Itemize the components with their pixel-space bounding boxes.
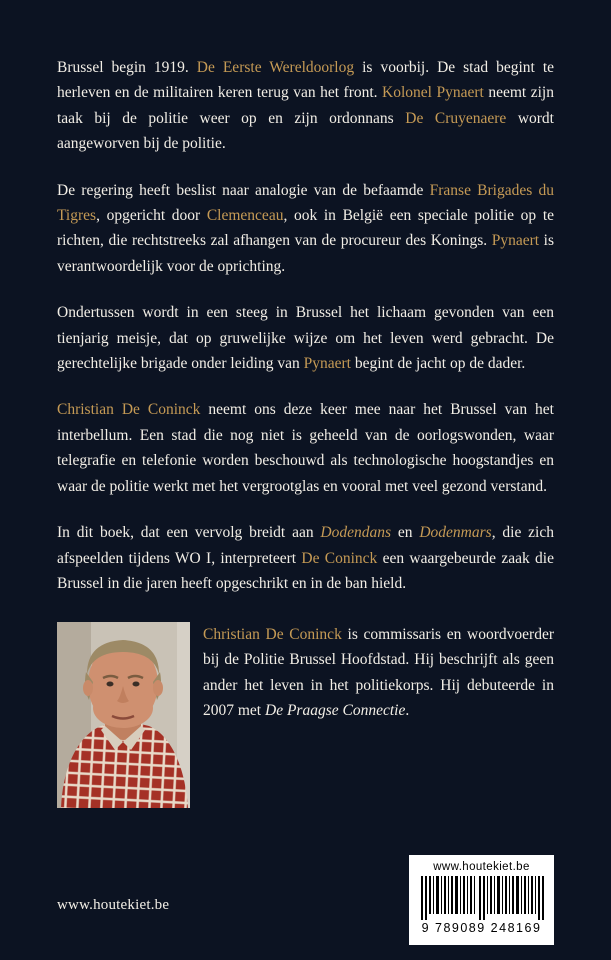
text-segment: wordt aangeworven bij de politie. [57, 109, 554, 153]
text-segment: Pynaert [303, 355, 351, 373]
text-segment: De Cruyenaere [405, 109, 507, 127]
text-segment: Franse Brigades du Tigres [57, 181, 554, 225]
text-segment: neemt ons deze keer mee naar het Brussel van het interbellum. Een stad die nog niet is geheeld van de oorlogswonden, waar telegrafie en telefonie worden beschouwd als technologische hoogstandjes en waar de politie werkt met het vergrootglas en vooral met veel gezond verstand. [57, 401, 554, 495]
body-paragraph [57, 178, 554, 280]
barcode-bars [419, 876, 545, 920]
body-paragraph [57, 300, 554, 376]
barcode [409, 855, 554, 945]
author-photo [57, 622, 190, 808]
text-segment: , die zich afspeelden tijdens WO I, interpreteert [57, 524, 554, 567]
text-segment: , opgericht door [96, 207, 207, 225]
body-paragraph [57, 397, 554, 499]
body-paragraph [57, 55, 554, 157]
text-segment: en [391, 524, 420, 542]
text-segment: neemt zijn taak bij de politie weer op en zijn ordonnans [57, 84, 554, 127]
text-segment: is voorbij. De stad begint te herleven en de militairen keren terug van het front. [57, 59, 555, 102]
text-segment: Kolonel Pynaert [382, 84, 484, 102]
text-segment: In dit boek, dat een vervolg breidt aan [57, 524, 321, 542]
text-segment: Christian De Coninck [203, 626, 342, 643]
author-bio [203, 622, 554, 724]
text-segment: , ook in België een speciale politie op te richten, die rechtstreeks zal afhangen van de procureur des Konings. [57, 207, 555, 250]
text-segment: De Praagse Connectie [265, 702, 406, 720]
text-segment: Dodenmars [419, 524, 492, 542]
text-segment: is commissaris en woordvoerder bij de Politie Brussel Hoofdstad. Hij beschrijft als geen ander het leven in het politiekorps. Hij debuteerde in 2007 met [203, 626, 554, 720]
text-segment: Pynaert [491, 232, 540, 250]
text-segment: Brussel begin 1919. [57, 59, 197, 76]
author-portrait-illustration [57, 622, 190, 808]
text-segment: Ondertussen wordt in een steeg in Brussel het lichaam gevonden van een tienjarig meisje, dat op gruwelijke wijze om het leven werd gebracht. De gerechtelijke brigade onder leiding van [57, 304, 554, 373]
text-segment: een waargebeurde zaak die Brussel in die jaren heeft opgeschrikt en in de ban hield. [57, 549, 554, 592]
author-section [57, 622, 554, 808]
text-segment: De Eerste Wereldoorlog [196, 59, 355, 76]
text-segment: Christian De Coninck [57, 401, 201, 419]
publisher-website: www.houtekiet.be [57, 897, 170, 913]
barcode-number: 9 789089 248169 [421, 921, 542, 935]
text-segment: Clemenceau [206, 207, 284, 225]
body-paragraphs [57, 55, 554, 617]
barcode-website: www.houtekiet.be [433, 861, 530, 873]
text-segment: . [405, 702, 410, 720]
body-paragraph [57, 520, 554, 596]
text-segment: De regering heeft beslist naar analogie van de befaamde [57, 181, 430, 199]
text-segment: Dodendans [320, 524, 392, 542]
text-segment: begint de jacht op de dader. [350, 355, 526, 373]
text-segment: is verantwoordelijk voor de oprichting. [57, 232, 554, 275]
text-segment: De Coninck [301, 549, 378, 567]
